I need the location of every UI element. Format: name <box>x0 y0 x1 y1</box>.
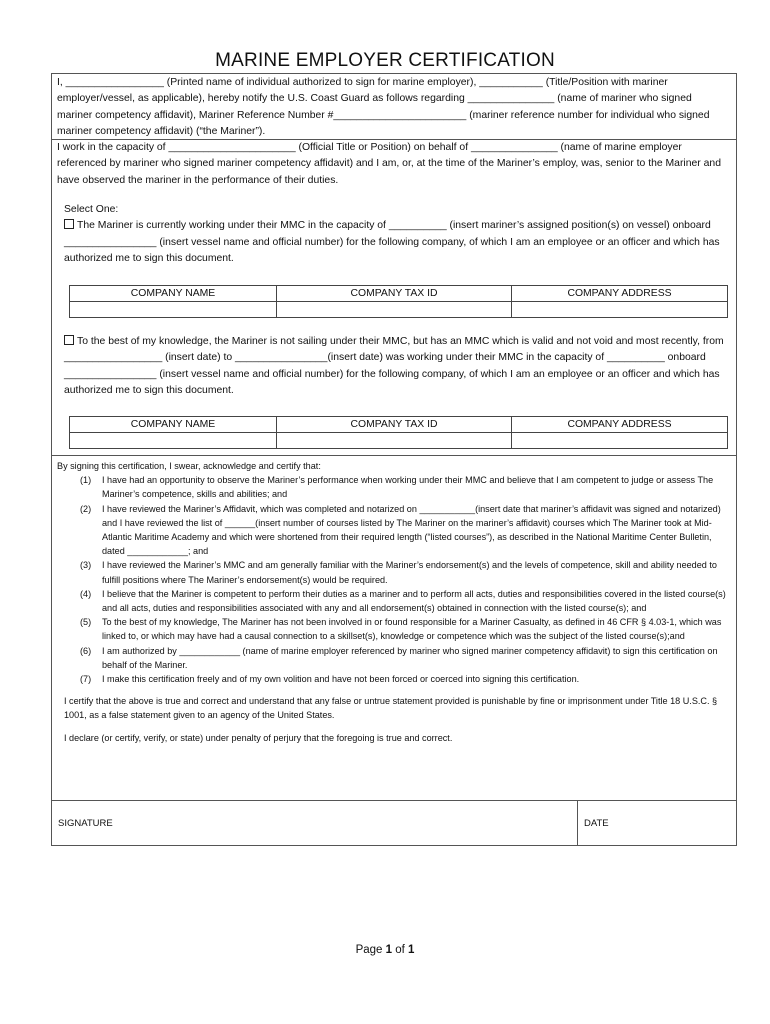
signature-row <box>51 800 737 846</box>
list-item <box>57 672 727 686</box>
item-text: I believe that the Mariner is competent to perform their duties as a mariner and to perform all acts, duties and responsibilities covered in the listed course(s) and all acts, duties and responsibilities associated with any and all endorsement(s) obtained in connection with the listed course(s); and <box>102 588 726 614</box>
checkbox-icon[interactable] <box>64 219 74 229</box>
company-name-header: COMPANY NAME <box>70 417 277 433</box>
option-currently-working[interactable] <box>64 218 728 267</box>
company-tax-id-header: COMPANY TAX ID <box>277 286 512 302</box>
company-address-field[interactable] <box>512 302 728 318</box>
item-number: (1) <box>80 475 92 486</box>
company-name-field[interactable] <box>70 433 277 449</box>
list-item <box>57 473 727 501</box>
item-text: I am authorized by ____________ (name of marine employer referenced by mariner who signed mariner competency affidavit) to sign this certification on behalf of the Mariner. <box>102 645 718 670</box>
total-pages: 1 <box>408 944 415 956</box>
page-number <box>0 944 770 956</box>
company-name-field[interactable] <box>70 302 277 318</box>
item-number: (7) <box>80 674 92 685</box>
item-text: To the best of my knowledge, The Mariner has not been involved in or found responsible for a Mariner Casualty, as defined in 46 CFR § 4.03-1, which was linked to, or which may have had a causal connection to a skillset(s), knowledge or competence which was the subject of the listed course(s);and <box>102 617 722 642</box>
list-item <box>57 644 727 672</box>
certify-statement: I certify that the above is true and correct and understand that any false or untrue statement provided is punishable by fine or imprisonment under Title 18 U.S.C. § 1001, as a false statement given to an agency of the United States. <box>64 696 718 721</box>
cert-intro: By signing this certification, I swear, acknowledge and certify that: <box>57 461 321 471</box>
signature-divider <box>577 800 578 846</box>
list-item <box>57 587 727 615</box>
list-item <box>57 615 727 643</box>
company-tax-id-field[interactable] <box>277 433 512 449</box>
item-number: (2) <box>80 503 92 514</box>
company-tax-id-field[interactable] <box>277 302 512 318</box>
work-statement: I work in the capacity of ______________________ (Official Title or Position) on behalf of _______________ (name of marine employer referenced by mariner who signed mariner competency affidavit) and I am, or, at the time of the Mariner’s employ, was, senior to the Mariner and have observed the mariner in the performance of their duties. <box>57 142 721 186</box>
certification-section <box>57 459 727 745</box>
item-text: I make this certification freely and of my own volition and have not been forced or coerced into signing this certification. <box>102 674 580 685</box>
list-item <box>57 502 727 559</box>
item-number: (3) <box>80 560 92 571</box>
company-address-header: COMPANY ADDRESS <box>512 286 728 302</box>
option-not-sailing[interactable] <box>64 334 732 400</box>
date-field[interactable]: DATE <box>584 818 609 829</box>
divider <box>51 455 737 456</box>
select-one-label: Select One: <box>64 204 119 215</box>
intro-paragraph: I, _________________ (Printed name of individual authorized to sign for marine employer), ___________ (Title/Position with mariner employer/vessel, as applicable), hereby notify the U.S. Coast Guard as follows regarding _______________ (name of mariner who signed mariner competency affidavit), Mariner Reference Number #_______________________ (mariner reference number for individual who signed mariner competency affidavit) (“the Mariner”). <box>57 77 710 138</box>
page-title: MARINE EMPLOYER CERTIFICATION <box>215 50 555 71</box>
company-name-header: COMPANY NAME <box>70 286 277 302</box>
list-item <box>57 558 727 586</box>
item-number: (6) <box>80 645 92 656</box>
cert-list <box>57 473 727 686</box>
page-prefix: Page <box>355 944 386 956</box>
company-table-2 <box>69 416 728 449</box>
company-tax-id-header: COMPANY TAX ID <box>277 417 512 433</box>
option-2-text: To the best of my knowledge, the Mariner is not sailing under their MMC, but has an MMC which is valid and not void and most recently, from _________________ (insert date) to ________________(insert date) was working under their MMC in the capacity of __________ onboard ________________ (insert vessel name and official number) for the following company, of which I am an employee or an officer and which has authorized me to sign this document. <box>64 336 724 397</box>
company-table-1 <box>69 285 728 318</box>
signature-field[interactable]: SIGNATURE <box>58 818 113 829</box>
declare-statement: I declare (or certify, verify, or state) under penalty of perjury that the foregoing is true and correct. <box>64 732 453 743</box>
page-of: of <box>392 944 409 956</box>
item-number: (5) <box>80 617 92 628</box>
item-text: I have reviewed the Mariner’s Affidavit, which was completed and notarized on ___________(insert date that mariner’s affidavit was signed and notarized) and I have reviewed the list of ______(insert number of courses listed by The Mariner on the mariner’s affidavit) courses which The Mariner took at Mid-Atlantic Maritime Academy and which were shortened from their required length (“listed courses”), as described in the National Maritime Center Bulletin, dated ____________; and <box>102 503 721 557</box>
select-one-section <box>64 202 728 268</box>
item-number: (4) <box>80 588 92 599</box>
item-text: I have had an opportunity to observe the Mariner’s performance when working under their MMC and believe that I am competent to judge or assess The Mariner’s competence, skills and abilities; and <box>102 475 714 500</box>
current-page: 1 <box>385 944 393 956</box>
checkbox-icon[interactable] <box>64 335 74 345</box>
item-text: I have reviewed the Mariner’s MMC and am generally familiar with the Mariner’s endorsement(s) and the levels of competence, skill and ability needed to fulfill positions where The Mariner’s endorsement(s) would be required. <box>102 560 717 585</box>
company-address-field[interactable] <box>512 433 728 449</box>
company-address-header: COMPANY ADDRESS <box>512 417 728 433</box>
option-1-text: The Mariner is currently working under their MMC in the capacity of __________ (insert mariner’s assigned position(s) on vessel) onboard ________________ (insert vessel name and official number) for the following company, of which I am an employee or an officer and which has authorized me to sign this document. <box>64 220 720 265</box>
